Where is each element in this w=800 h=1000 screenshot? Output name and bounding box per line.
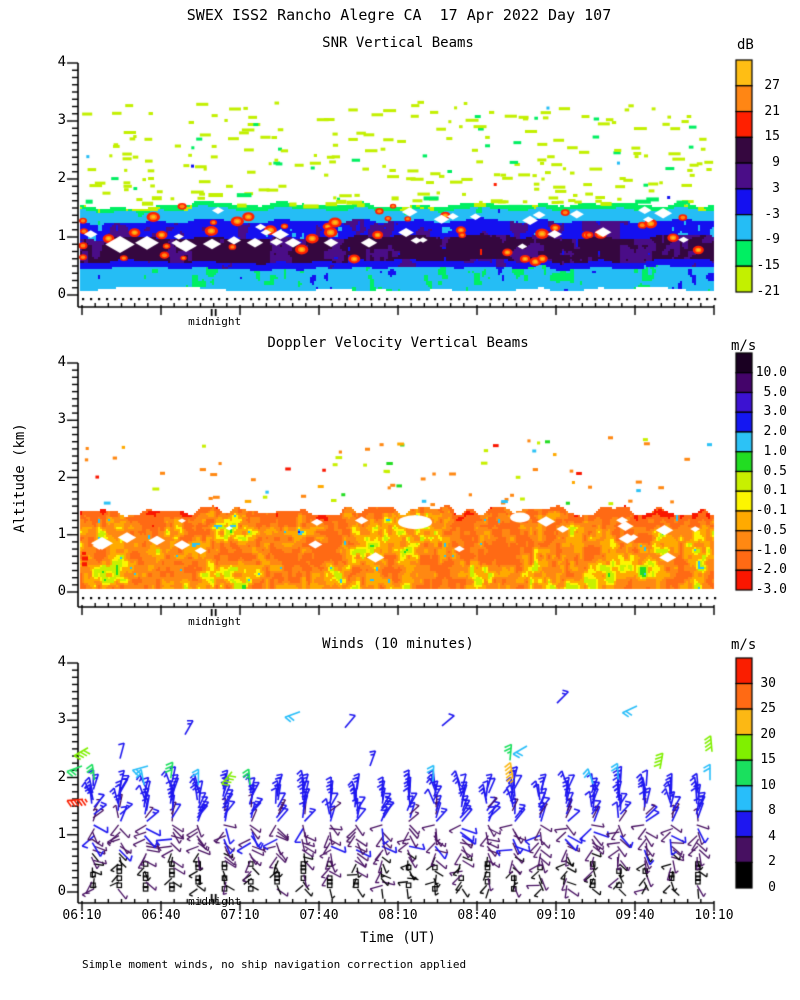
midnight-label: midnight <box>188 895 242 908</box>
colorbar-tick-label: 15 <box>764 129 780 145</box>
y-axis-label: Altitude (km) <box>12 423 28 533</box>
panel-doppler-title: Doppler Velocity Vertical Beams <box>267 335 529 351</box>
colorbar-tick-label: 2 <box>768 854 776 870</box>
colorbar-tick-label: 10 <box>760 777 776 793</box>
colorbar-tick-label: 8 <box>768 803 776 819</box>
y-tick-label: 4 <box>57 54 66 70</box>
colorbar-tick-label: 21 <box>764 103 780 119</box>
y-tick-label: 2 <box>57 468 66 485</box>
x-tick-label: 06:40 <box>141 908 181 923</box>
y-tick-label: 4 <box>57 654 66 670</box>
colorbar-snr-unit: dB <box>737 37 754 53</box>
colorbar-tick-label: 0.5 <box>763 463 787 479</box>
y-tick-label: 3 <box>57 411 66 428</box>
y-tick-label: 1 <box>57 525 66 542</box>
colorbar-tick-label: 15 <box>760 752 776 768</box>
colorbar-tick-label: 9 <box>772 155 780 171</box>
footer-note: Simple moment winds, no ship navigation correction applied <box>82 958 467 971</box>
y-tick-label: 0 <box>57 883 66 899</box>
x-tick-label: 08:40 <box>457 908 497 923</box>
panel-winds-title: Winds (10 minutes) <box>322 636 474 652</box>
colorbar-tick-label: 27 <box>764 77 780 93</box>
x-tick-label: 08:10 <box>378 908 418 923</box>
colorbar-tick-label: 5.0 <box>763 384 787 400</box>
y-tick-label: 2 <box>57 768 66 785</box>
colorbar-tick-label: 0 <box>768 880 776 895</box>
midnight-label: midnight <box>188 315 242 328</box>
colorbar-tick-label: 0.1 <box>763 483 787 499</box>
colorbar-tick-label: -0.5 <box>755 522 787 538</box>
colorbar-tick-label: 20 <box>760 726 776 742</box>
colorbar-tick-label: -9 <box>764 232 780 248</box>
figure-title: SWEX ISS2 Rancho Alegre CA 17 Apr 2022 Day 107 <box>186 6 612 24</box>
colorbar-tick-label: -21 <box>756 284 780 299</box>
x-tick-label: 09:10 <box>536 908 576 923</box>
colorbar-tick-label: 4 <box>768 828 776 844</box>
x-tick-label: 10:10 <box>694 908 734 923</box>
panel-snr-title: SNR Vertical Beams <box>322 35 474 51</box>
colorbar-tick-label: 10.0 <box>755 364 787 380</box>
colorbar-tick-label: 30 <box>760 675 776 691</box>
colorbar-tick-label: 25 <box>760 701 776 717</box>
x-tick-label: 07:10 <box>220 908 260 923</box>
midnight-label: midnight <box>188 615 242 628</box>
x-axis-label: Time (UT) <box>360 930 436 946</box>
colorbar-tick-label: -0.1 <box>755 503 787 518</box>
colorbar-winds-unit: m/s <box>731 637 757 653</box>
y-tick-label: 2 <box>57 170 66 186</box>
x-tick-label: 09:40 <box>615 908 655 923</box>
colorbar-tick-label: 3.0 <box>763 404 787 420</box>
colorbar-tick-label: -3.0 <box>755 582 787 597</box>
colorbar-tick-label: 2.0 <box>763 424 787 439</box>
y-tick-label: 0 <box>57 583 66 599</box>
y-tick-label: 4 <box>57 354 66 370</box>
colorbar-tick-label: -3 <box>764 206 780 222</box>
colorbar-doppler-unit: m/s <box>731 338 757 354</box>
y-tick-label: 1 <box>57 228 66 244</box>
y-tick-label: 3 <box>57 711 66 728</box>
colorbar-tick-label: 1.0 <box>763 443 787 459</box>
y-tick-label: 3 <box>57 112 66 128</box>
colorbar-tick-label: -2.0 <box>755 562 787 578</box>
y-tick-label: 1 <box>57 825 66 842</box>
x-tick-label: 07:40 <box>299 908 339 923</box>
colorbar-tick-label: 3 <box>772 180 780 196</box>
x-tick-label: 06:10 <box>62 908 102 923</box>
colorbar-tick-label: -1.0 <box>755 542 787 558</box>
y-tick-label: 0 <box>57 286 66 302</box>
colorbar-tick-label: -15 <box>756 258 780 274</box>
